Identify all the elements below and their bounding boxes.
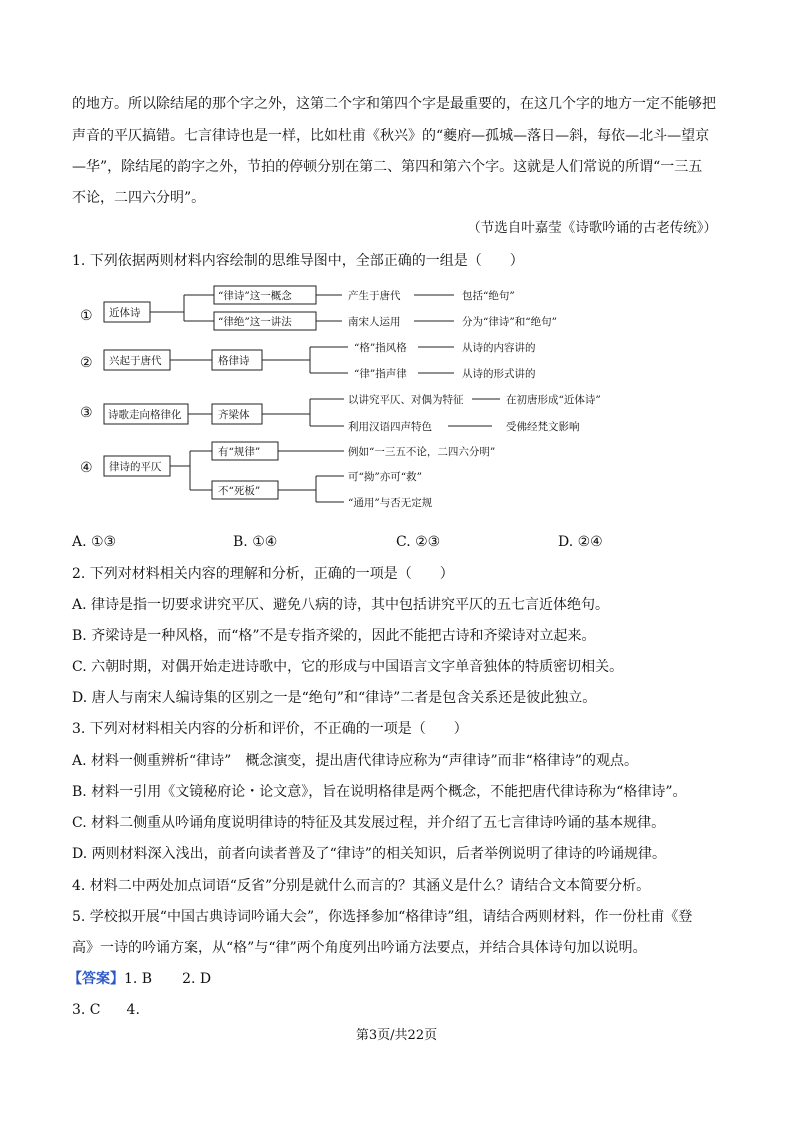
question-2-stem: 2. 下列对材料相关内容的理解和分析，正确的一项是（ ） bbox=[72, 566, 454, 582]
q3-option-a: A. 材料一侧重辨析“律诗” 概念演变，提出唐代律诗应称为“声律诗”而非“格律诗”的观点。 bbox=[72, 753, 638, 769]
map-row-2-leaf: 从诗的内容讲的 bbox=[462, 342, 536, 354]
map-row-3-leaf: 在初唐形成“近体诗” bbox=[506, 394, 601, 406]
passage-line: 的地方。所以除结尾的那个字之外，这第二个字和第四个字是最重要的，在这几个字的地方一定不能够把 bbox=[72, 96, 716, 112]
q1-option-c: C. ②③ bbox=[396, 534, 441, 550]
map-row-3-leaf: 利用汉语四声特色 bbox=[348, 421, 432, 433]
passage-line: —华”，除结尾的韵字之外，节拍的停顿分别在第二、第四和第六个字。这就是人们常说的所谓“一三五 bbox=[72, 159, 703, 175]
map-row-2-mid: 格律诗 bbox=[218, 355, 250, 367]
map-row-1-root: 近体诗 bbox=[109, 307, 141, 319]
map-row-2-leaf: “律”指声律 bbox=[354, 368, 407, 380]
q2-option-b: B. 齐梁诗是一种风格，而“格”不是专指齐梁的，因此不能把古诗和齐梁诗对立起来。 bbox=[72, 628, 596, 644]
map-row-2-root: 兴起于唐代 bbox=[109, 355, 162, 367]
q3-option-c: C. 材料二侧重从吟诵角度说明律诗的特征及其发展过程，并介绍了五七言律诗吟诵的基本规律。 bbox=[72, 815, 666, 831]
page-number: 第3页/共22页 bbox=[355, 1028, 438, 1043]
question-3-stem: 3. 下列对材料相关内容的分析和评价，不正确的一项是（ ） bbox=[72, 721, 468, 737]
q2-option-a: A. 律诗是指一切要求讲究平仄、避免八病的诗，其中包括讲究平仄的五七言近体绝句。 bbox=[72, 597, 610, 613]
map-row-1-leaf: 分为“律诗”和“绝句” bbox=[462, 316, 557, 328]
map-row-3-mid: 齐梁体 bbox=[218, 409, 250, 421]
map-row-4-leaf: 例如“一三五不论，二四六分明” bbox=[348, 446, 496, 458]
passage-line: 声音的平仄搞错。七言律诗也是一样，比如杜甫《秋兴》的“夔府—孤城—落日—斜，每依—北斗—望京 bbox=[72, 128, 710, 144]
answer-label: 【答案】 bbox=[68, 971, 124, 987]
map-row-3-leaf: 受佛经梵文影响 bbox=[506, 421, 580, 433]
q1-option-d: D. ②④ bbox=[558, 534, 603, 550]
map-row-4-leaf: 可“拗”亦可“救” bbox=[348, 471, 422, 483]
question-5-line: 高》一诗的吟诵方案，从“格”与“律”两个角度列出吟诵方法要点，并结合具体诗句加以说明。 bbox=[72, 940, 647, 956]
q3-option-d: D. 两则材料深入浅出，前者向读者普及了“律诗”的相关知识，后者举例说明了律诗的吟诵规律。 bbox=[72, 846, 666, 862]
q2-option-d: D. 唐人与南宋人编诗集的区别之一是“绝句”和“律诗”二者是包含关系还是彼此独立。 bbox=[72, 690, 597, 706]
map-row-1-leaf: 南宋人运用 bbox=[348, 316, 401, 328]
map-row-4-branch-1: 有“规律” bbox=[218, 446, 261, 458]
map-row-2-leaf: “格”指风格 bbox=[354, 342, 407, 354]
answer-3: 3. C bbox=[72, 1002, 101, 1018]
map-row-4-branch-2: 不“死板” bbox=[218, 485, 261, 497]
answer-row bbox=[68, 969, 211, 989]
question-5-line: 5. 学校拟开展“中国古典诗词吟诵大会”，你选择参加“格律诗”组，请结合两则材料，作一份杜甫《登 bbox=[72, 909, 693, 925]
mind-map-diagram bbox=[72, 280, 632, 520]
question-1-stem: 1. 下列依据两则材料内容绘制的思维导图中，全部正确的一组是（ ） bbox=[72, 253, 524, 269]
q2-option-c: C. 六朝时期，对偶开始走进诗歌中，它的形成与中国语言文字单音独体的特质密切相关。 bbox=[72, 659, 624, 675]
map-row-1-branch-2: “律绝”这一讲法 bbox=[218, 316, 292, 328]
map-row-1-leaf: 包括“绝句” bbox=[462, 290, 515, 302]
map-row-3-root: 诗歌走向格律化 bbox=[108, 409, 182, 421]
map-row-3-number: ③ bbox=[80, 405, 93, 421]
question-4-stem: 4. 材料二中两处加点词语“反省”分别是就什么而言的？其涵义是什么？请结合文本简要分析。 bbox=[72, 878, 651, 894]
map-row-2-number: ② bbox=[80, 355, 93, 371]
answer-2: 2. D bbox=[182, 971, 212, 987]
map-row-4-number: ④ bbox=[80, 460, 93, 476]
map-row-2-leaf: 从诗的形式讲的 bbox=[462, 368, 536, 380]
q1-option-b: B. ①④ bbox=[233, 534, 278, 550]
answer-row bbox=[72, 1000, 140, 1020]
map-row-4-leaf: “通用”与否无定规 bbox=[348, 497, 433, 509]
passage-source: （节选自叶嘉莹《诗歌吟诵的古老传统》） bbox=[467, 220, 717, 236]
q1-option-a: A. ①③ bbox=[72, 534, 117, 550]
q3-option-b: B. 材料一引用《文镜秘府论・论文意》，旨在说明格律是两个概念，不能把唐代律诗称为“格律诗”。 bbox=[72, 784, 687, 800]
answer-1: 1. B bbox=[124, 971, 153, 987]
map-row-3-leaf: 以讲究平仄、对偶为特征 bbox=[348, 394, 464, 406]
map-row-1-leaf: 产生于唐代 bbox=[348, 290, 401, 302]
map-row-1-number: ① bbox=[80, 308, 93, 324]
answer-4: 4. bbox=[126, 1002, 140, 1018]
passage-line: 不论，二四六分明”。 bbox=[72, 190, 206, 206]
map-row-1-branch-1: “律诗”这一概念 bbox=[218, 290, 292, 302]
map-row-4-root: 律诗的平仄 bbox=[109, 461, 162, 473]
